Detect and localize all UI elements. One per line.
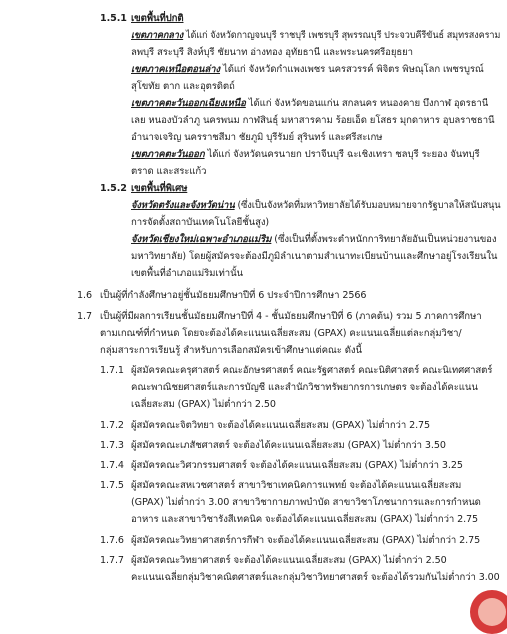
current-grade-requirement: เป็นผู้ที่กำลังศึกษาอยู่ชั้นมัธยมศึกษาปีที่ 6 ประจำปีการศึกษา 2566 [100,290,367,301]
seal-stamp-icon [470,590,507,634]
zone-text: (ซึ่งเป็นที่ตั้งพระตำหนักการิทยาลัยอันเป็นหน่วยงานของ [271,234,497,245]
item-number: 1.6 [77,290,92,301]
region-text-line: สุโขทัย ตาก และอุตรดิตถ์ [131,81,235,92]
gpax-requirement-intro: เป็นผู้ที่มีผลการเรียนชั้นมัธยมศึกษาปีที่ 4 - ชั้นมัธยมศึกษาปีที่ 6 (ภาคต้น) รวม 5 ภาคการศึกษา [100,311,482,322]
region-text-line: ตราด และสระแก้ว [131,166,207,177]
zone-text-line: มหาวิทยาลัย) โดยผู้สมัครจะต้องมีภูมิลำเนาตามสำเนาทะเบียนบ้านและศึกษาอยู่โรงเรียนใน [131,251,498,262]
gpax-requirement-intro: กลุ่มสาระการเรียนรู้ สำหรับการเลือกสมัครเข้าศึกษาแต่คณะ ดังนี้ [100,345,362,356]
region-east [131,147,480,164]
section-heading: เขตพื้นที่พิเศษ [131,183,188,194]
region-label: เขตภาคตะวันออก [131,149,205,160]
sub-item-number: 1.7.5 [100,480,124,491]
special-zone-chiangmai [131,232,496,249]
section-number: 1.5.1 [100,13,127,24]
sub-item-number: 1.7.1 [100,365,124,376]
region-text: ได้แก่ จังหวัดกำแพงเพชร นครสวรรค์ พิจิตร พิษณุโลก เพชรบูรณ์ [220,64,484,75]
region-text: ได้แก่ จังหวัดขอนแก่น สกลนคร หนองคาย บึงกาฬ อุดรธานี [245,98,489,109]
sub-item-number: 1.7.4 [100,460,124,471]
faculty-requirement-line: คะแนนเฉลี่ยกลุ่มวิชาคณิตศาสตร์และกลุ่มวิชาวิทยาศาสตร์ จะต้องได้รวมกันไม่ต่ำกว่า 3.00 [131,572,500,583]
faculty-requirement-line: (GPAX) ไม่ต่ำกว่า 3.00 สาขาวิชากายภาพบำบัด สาขาวิชาโภชนาการและการกำหนด [131,497,481,508]
region-label: เขตภาคตะวันออกเฉียงเหนือ [131,98,246,109]
section-heading: เขตพื้นที่ปกติ [131,13,184,24]
region-label: เขตภาคเหนือตอนล่าง [131,64,221,75]
section-number: 1.5.2 [100,183,127,194]
region-lower-north [131,62,484,79]
region-label: เขตภาคกลาง [131,30,184,41]
faculty-requirement-line: ผู้สมัครคณะวิทยาศาสตร์ จะต้องได้คะแนนเฉลี่ยสะสม (GPAX) ไม่ต่ำกว่า 2.50 [131,555,447,566]
faculty-requirement-line: ผู้สมัครคณะจิตวิทยา จะต้องได้คะแนนเฉลี่ยสะสม (GPAX) ไม่ต่ำกว่า 2.75 [131,420,431,431]
faculty-requirement-line: ผู้สมัครคณะเภสัชศาสตร์ จะต้องได้คะแนนเฉลี่ยสะสม (GPAX) ไม่ต่ำกว่า 3.50 [131,440,446,451]
region-text-line: ลพบุรี สระบุรี สิงห์บุรี ชัยนาท อ่างทอง อุทัยธานี และพระนครศรีอยุธยา [131,47,413,58]
zone-text-line: เขตพื้นที่อำเภอแม่ริมเท่านั้น [131,268,243,279]
faculty-requirement-line: ผู้สมัครคณะสหเวชศาสตร์ สาขาวิชาเทคนิคการแพทย์ จะต้องได้คะแนนเฉลี่ยสะสม [131,480,462,491]
region-text-line: เลย หนองบัวลำภู นครพนม กาฬสินธุ์ มหาสารคาม ร้อยเอ็ด ยโสธร มุกดาหาร อุบลราชธานี [131,115,495,126]
special-zone-trang-nan [131,198,501,215]
item-number: 1.7 [77,311,92,322]
faculty-requirement-line: ผู้สมัครคณะครุศาสตร์ คณะอักษรศาสตร์ คณะรัฐศาสตร์ คณะนิติศาสตร์ คณะนิเทศศาสตร์ [131,365,493,376]
sub-item-number: 1.7.3 [100,440,124,451]
zone-text: (ซึ่งเป็นจังหวัดที่มหาวิทยาลัยได้รับมอบหมายจากรัฐบาลให้สนับสนุน [234,200,501,211]
region-text: ได้แก่ จังหวัดนครนายก ปราจีนบุรี ฉะเชิงเทรา ชลบุรี ระยอง จันทบุรี [204,149,480,160]
faculty-requirement-line: อาหาร และสาขาวิชารังสีเทคนิค จะต้องได้คะแนนเฉลี่ยสะสม (GPAX) ไม่ต่ำกว่า 2.75 [131,514,479,525]
faculty-requirement-line: ผู้สมัครคณะวิศวกรรมศาสตร์ จะต้องได้คะแนนเฉลี่ยสะสม (GPAX) ไม่ต่ำกว่า 3.25 [131,460,463,471]
faculty-requirement-line: เฉลี่ยสะสม (GPAX) ไม่ต่ำกว่า 2.50 [131,399,276,410]
zone-text-line: การจัดตั้งสถาบันเทคโนโลยีชั้นสูง) [131,217,270,228]
region-text-line: อำนาจเจริญ นครราชสีมา ชัยภูมิ บุรีรัมย์ สุรินทร์ และศรีสะเกษ [131,132,383,143]
faculty-requirement-line: ผู้สมัครคณะวิทยาศาสตร์การกีฬา จะต้องได้คะแนนเฉลี่ยสะสม (GPAX) ไม่ต่ำกว่า 2.75 [131,535,481,546]
zone-label: จังหวัดเชียงใหม่เฉพาะอำเภอแม่ริม [131,234,272,245]
region-northeast [131,96,488,113]
region-text: ได้แก่ จังหวัดกาญจนบุรี ราชบุรี เพชรบุรี สุพรรณบุรี ประจวบคีรีขันธ์ สมุทรสงคราม [183,30,501,41]
region-central [131,28,500,45]
zone-label: จังหวัดตรังและจังหวัดน่าน [131,200,235,211]
sub-item-number: 1.7.2 [100,420,124,431]
sub-item-number: 1.7.7 [100,555,124,566]
sub-item-number: 1.7.6 [100,535,124,546]
faculty-requirement-line: คณะพาณิชยศาสตร์และการบัญชี และสำนักวิชาทรัพยากรการเกษตร จะต้องได้คะแนน [131,382,478,393]
gpax-requirement-intro: ตามเกณฑ์ที่กำหนด โดยจะต้องได้คะแนนเฉลี่ยสะสม (GPAX) คะแนนเฉลี่ยแต่ละกลุ่มวิชา/ [100,328,462,339]
